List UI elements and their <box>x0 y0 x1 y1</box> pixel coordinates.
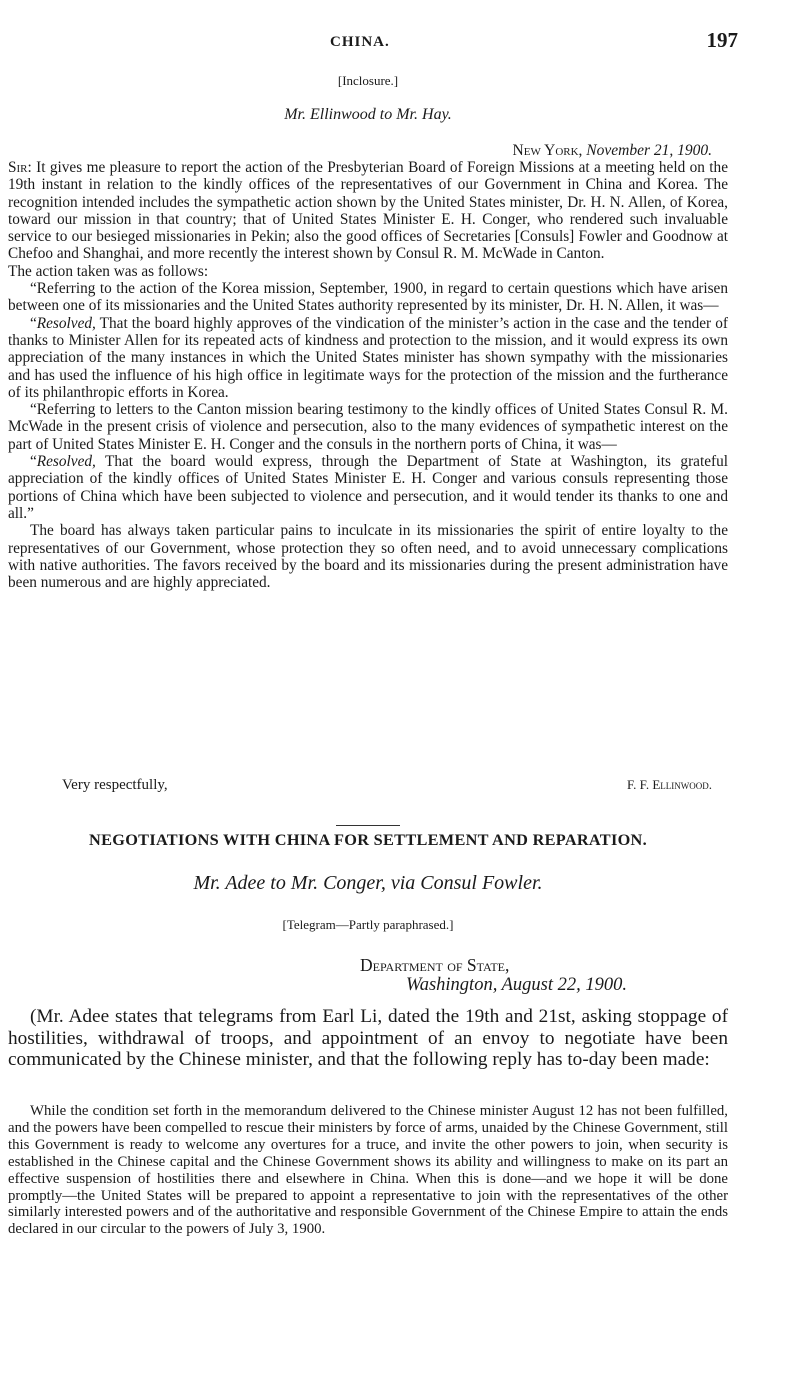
inclosure-label: [Inclosure.] <box>337 73 399 88</box>
letter-paragraph: “Resolved, That the board highly approves of the vindication of the minister’s action in the case and the tender of thanks to Minister Allen for its repeated acts of kindness and protection to the mission, and it would express its own appreciation of the many instances in which the United States minister has shown sympathy with the missionaries and has used the influence of his high office in legitimate ways for the protection of the mission and the furtherance of its philanthropic efforts in Korea. <box>8 314 728 401</box>
summary-paragraph: (Mr. Adee states that telegrams from Earl Li, dated the 19th and 21st, asking stoppage of hostilities, withdrawal of troops, and appointment of an envoy to negotiate have been communicated by the Chinese minister, and that the following reply has to-day been made: <box>8 1006 728 1071</box>
running-title: CHINA. <box>330 34 390 50</box>
letter-body <box>8 159 728 591</box>
section-divider <box>336 825 400 826</box>
letter-paragraph: The action taken was as follows: <box>8 262 209 280</box>
signature: F. F. Ellinwood. <box>626 777 712 792</box>
telegram-message <box>8 1103 728 1238</box>
telegram-note: [Telegram—Partly paraphrased.] <box>282 917 454 932</box>
letter-paragraph: “Referring to the action of the Korea mission, September, 1900, in regard to certain questions which have arisen between one of its missionaries and the United States authority represented by its minister, Dr. H. N. Allen, it was— <box>8 280 728 315</box>
telegram-heading: Mr. Adee to Mr. Conger, via Consul Fowler. <box>193 872 543 894</box>
section-heading: NEGOTIATIONS WITH CHINA FOR SETTLEMENT AND REPARATION. <box>89 830 647 849</box>
letter-paragraph: “Referring to letters to the Canton mission bearing testimony to the kindly offices of United States Consul R. M. McWade in the present crisis of violence and persecution, also to the many evidences of sympathetic interest on the part of United States Minister E. H. Conger and the consuls in the northern ports of China, it was— <box>8 401 728 453</box>
salutation: Sir: <box>8 159 32 176</box>
department-line: Department of State, <box>360 955 510 975</box>
closing: Very respectfully, <box>62 777 168 793</box>
dateline <box>513 142 712 160</box>
paragraph-text: It gives me pleasure to report the action of the Presbyterian Board of Foreign Missions at a meeting held on the 19th instant in relation to the kindly offices of the representatives of our Government in China and Korea. The recognition intended includes the sympathetic action shown by the United States minister, Dr. H. N. Allen, of Korea, toward our mission in that country; that of United States Minister E. H. Conger, who rendered such invaluable service to our besieged missionaries in Pekin; also the good offices of Secretaries [Consuls] Fowler and Goodnow at Chefoo and Shanghai, and more recently the interest shown by Consul R. M. McWade in Canton. <box>8 159 728 263</box>
letter-paragraph: “Resolved, That the board would express, through the Department of State at Washington, its grateful appreciation of the kindly offices of United States Minister E. H. Conger and various consuls representing those portions of China which have been subjected to violence and persecution, and it would tender its thanks to one and all.” <box>8 453 728 522</box>
signoff <box>8 777 728 797</box>
letter-paragraph: The board has always taken particular pains to inculcate in its missionaries the spirit of entire loyalty to the representatives of our Government, whose protection they so often need, and to avoid unnecessary complications with native authorities. The favors received by the board and its missionaries during the present administration have been numerous and are highly appreciated. <box>8 522 728 592</box>
message-paragraph: While the condition set forth in the memorandum delivered to the Chinese minister August 12 has not been fulfilled, and the powers have been compelled to rescue their ministers by force of arms, unaided by the Chinese Government, still this Government is ready to welcome any overtures for a truce, and invite the other powers to join, when security is established in the Chinese capital and the Chinese Government shows its ability and willingness to make on its part an effective suspension of hostilities there and elsewhere in China. When this is done—and we hope it will be done promptly—the United States will be prepared to appoint a representative to join with the representatives of the other similarly interested powers and of the authoritative and responsible Government of the Chinese Empire to attain the ends declared in our circular to the powers of July 3, 1900. <box>8 1103 728 1238</box>
letter-paragraph <box>8 159 728 263</box>
dateline-date: November 21, 1900. <box>586 142 712 159</box>
page-number: 197 <box>706 28 738 52</box>
dateline-place: New York, <box>512 142 583 159</box>
running-head <box>8 28 738 58</box>
letter-heading: Mr. Ellinwood to Mr. Hay. <box>284 106 452 123</box>
place-date-line: Washington, August 22, 1900. <box>406 975 627 995</box>
telegram-summary <box>8 1006 728 1071</box>
